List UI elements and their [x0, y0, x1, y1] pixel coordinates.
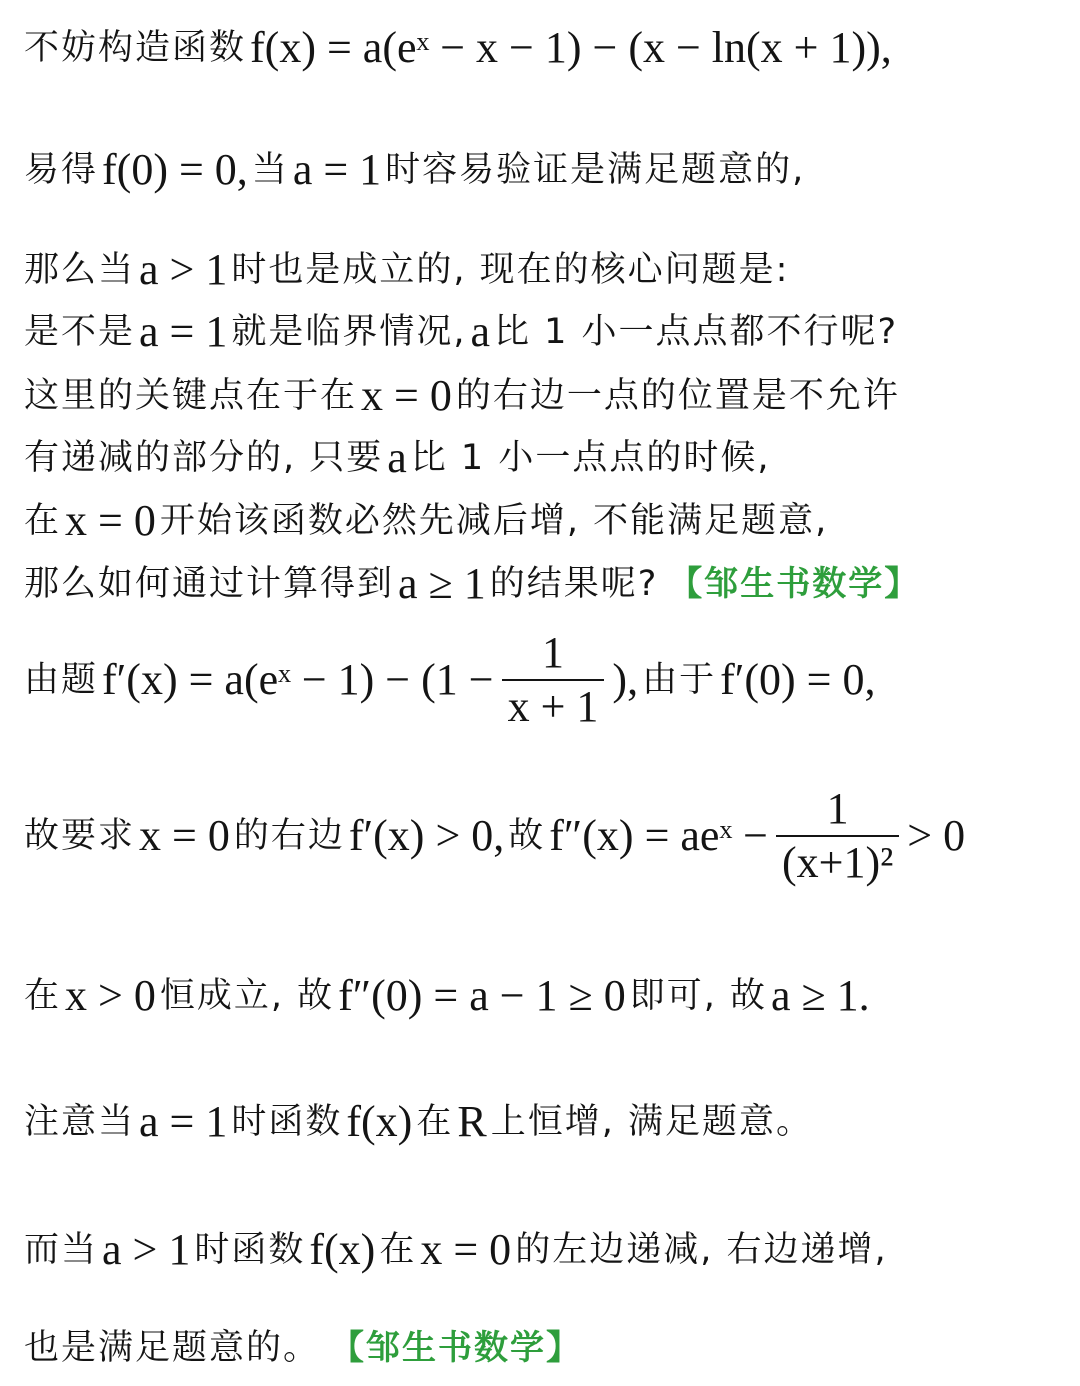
brand-label: 【邹生书数学】	[330, 1328, 583, 1368]
text: 的右边一点的位置是不允许	[455, 376, 900, 416]
line-7	[24, 495, 1072, 547]
formula: f(x)	[309, 1225, 376, 1274]
text: 当	[251, 150, 289, 190]
text: 即可, 故	[629, 976, 767, 1016]
line-11	[24, 970, 1072, 1022]
formula: f″(0) = a − 1 ≥ 0	[338, 971, 626, 1020]
text: 故要求	[24, 816, 136, 856]
text: 由题	[24, 660, 99, 700]
line-3	[24, 244, 1072, 296]
text: 时函数	[194, 1230, 306, 1270]
text: 由于	[642, 660, 717, 700]
text: 就是临界情况,	[231, 312, 467, 352]
formula: a = 1	[139, 1097, 228, 1146]
formula: f″(x) = aeˣ −	[549, 811, 768, 860]
fraction-denominator: x + 1	[507, 682, 599, 731]
formula: x = 0	[139, 811, 230, 860]
formula: x > 0	[65, 971, 156, 1020]
text: 注意当	[24, 1102, 136, 1142]
text: 开始该函数必然先减后增, 不能满足题意,	[159, 501, 829, 541]
text: 恒成立, 故	[159, 976, 335, 1016]
line-8	[24, 558, 1072, 610]
formula: a ≥ 1	[398, 559, 486, 608]
formula: a	[470, 307, 491, 356]
text: 在	[416, 1102, 454, 1142]
formula: a = 1	[292, 145, 382, 194]
formula: ),	[612, 655, 639, 704]
line-13	[24, 1224, 1072, 1276]
formula: > 0	[907, 811, 966, 860]
text: 比 1 小一点点的时候,	[410, 438, 771, 478]
text: 那么如何通过计算得到	[24, 564, 395, 604]
brand-label: 【邹生书数学】	[668, 564, 921, 604]
line-5	[24, 370, 1072, 422]
fraction-numerator: 1	[542, 628, 564, 677]
formula: f′(x) > 0,	[348, 811, 505, 860]
formula: x = 0	[420, 1225, 512, 1274]
text: 的结果呢?	[489, 564, 659, 604]
line-10	[24, 786, 1072, 886]
fraction	[776, 783, 899, 889]
text: 在	[24, 501, 62, 541]
formula: f′(x) = a(eˣ − 1) − (1 −	[102, 655, 494, 704]
formula: x = 0	[65, 496, 156, 545]
formula: f(0) = 0,	[102, 145, 248, 194]
text: 时也是成立的, 现在的核心问题是:	[231, 250, 790, 290]
text: 是不是	[24, 312, 136, 352]
line-12	[24, 1096, 1072, 1148]
line-6	[24, 432, 1072, 484]
formula: a = 1	[139, 307, 228, 356]
formula: a	[387, 433, 407, 482]
formula: f(x)	[346, 1097, 413, 1146]
text: 故	[508, 816, 546, 856]
line-2	[24, 144, 1072, 196]
formula: f(x) = a(eˣ − x − 1) − (x − ln(x + 1)),	[250, 23, 892, 72]
text: 有递减的部分的, 只要	[24, 438, 384, 478]
text: 上恒增, 满足题意。	[490, 1102, 813, 1142]
text: 也是满足题意的。	[24, 1328, 321, 1368]
line-14	[24, 1322, 1072, 1374]
text: 而当	[24, 1230, 99, 1270]
formula: R	[457, 1097, 487, 1146]
fraction-denominator: (x+1)²	[781, 838, 894, 887]
text: 时容易验证是满足题意的,	[385, 150, 806, 190]
formula: f′(0) = 0,	[720, 655, 876, 704]
fraction-numerator: 1	[826, 784, 849, 833]
text: 那么当	[24, 250, 136, 290]
text: 时函数	[231, 1102, 343, 1142]
text: 这里的关键点在于在	[24, 376, 358, 416]
line-4	[24, 306, 1072, 358]
formula: a > 1	[139, 245, 228, 294]
text: 在	[24, 976, 62, 1016]
text: 的左边递减, 右边递增,	[515, 1230, 888, 1270]
text: 不妨构造函数	[24, 28, 247, 68]
formula: a ≥ 1.	[770, 971, 870, 1020]
line-9	[24, 630, 1072, 730]
text: 易得	[24, 150, 99, 190]
formula: a > 1	[102, 1225, 191, 1274]
fraction	[502, 627, 605, 733]
text: 的右边	[233, 816, 345, 856]
formula: x = 0	[361, 371, 452, 420]
text: 比 1 小一点点都不行呢?	[494, 312, 899, 352]
text: 在	[379, 1230, 417, 1270]
line-1	[24, 22, 1072, 74]
